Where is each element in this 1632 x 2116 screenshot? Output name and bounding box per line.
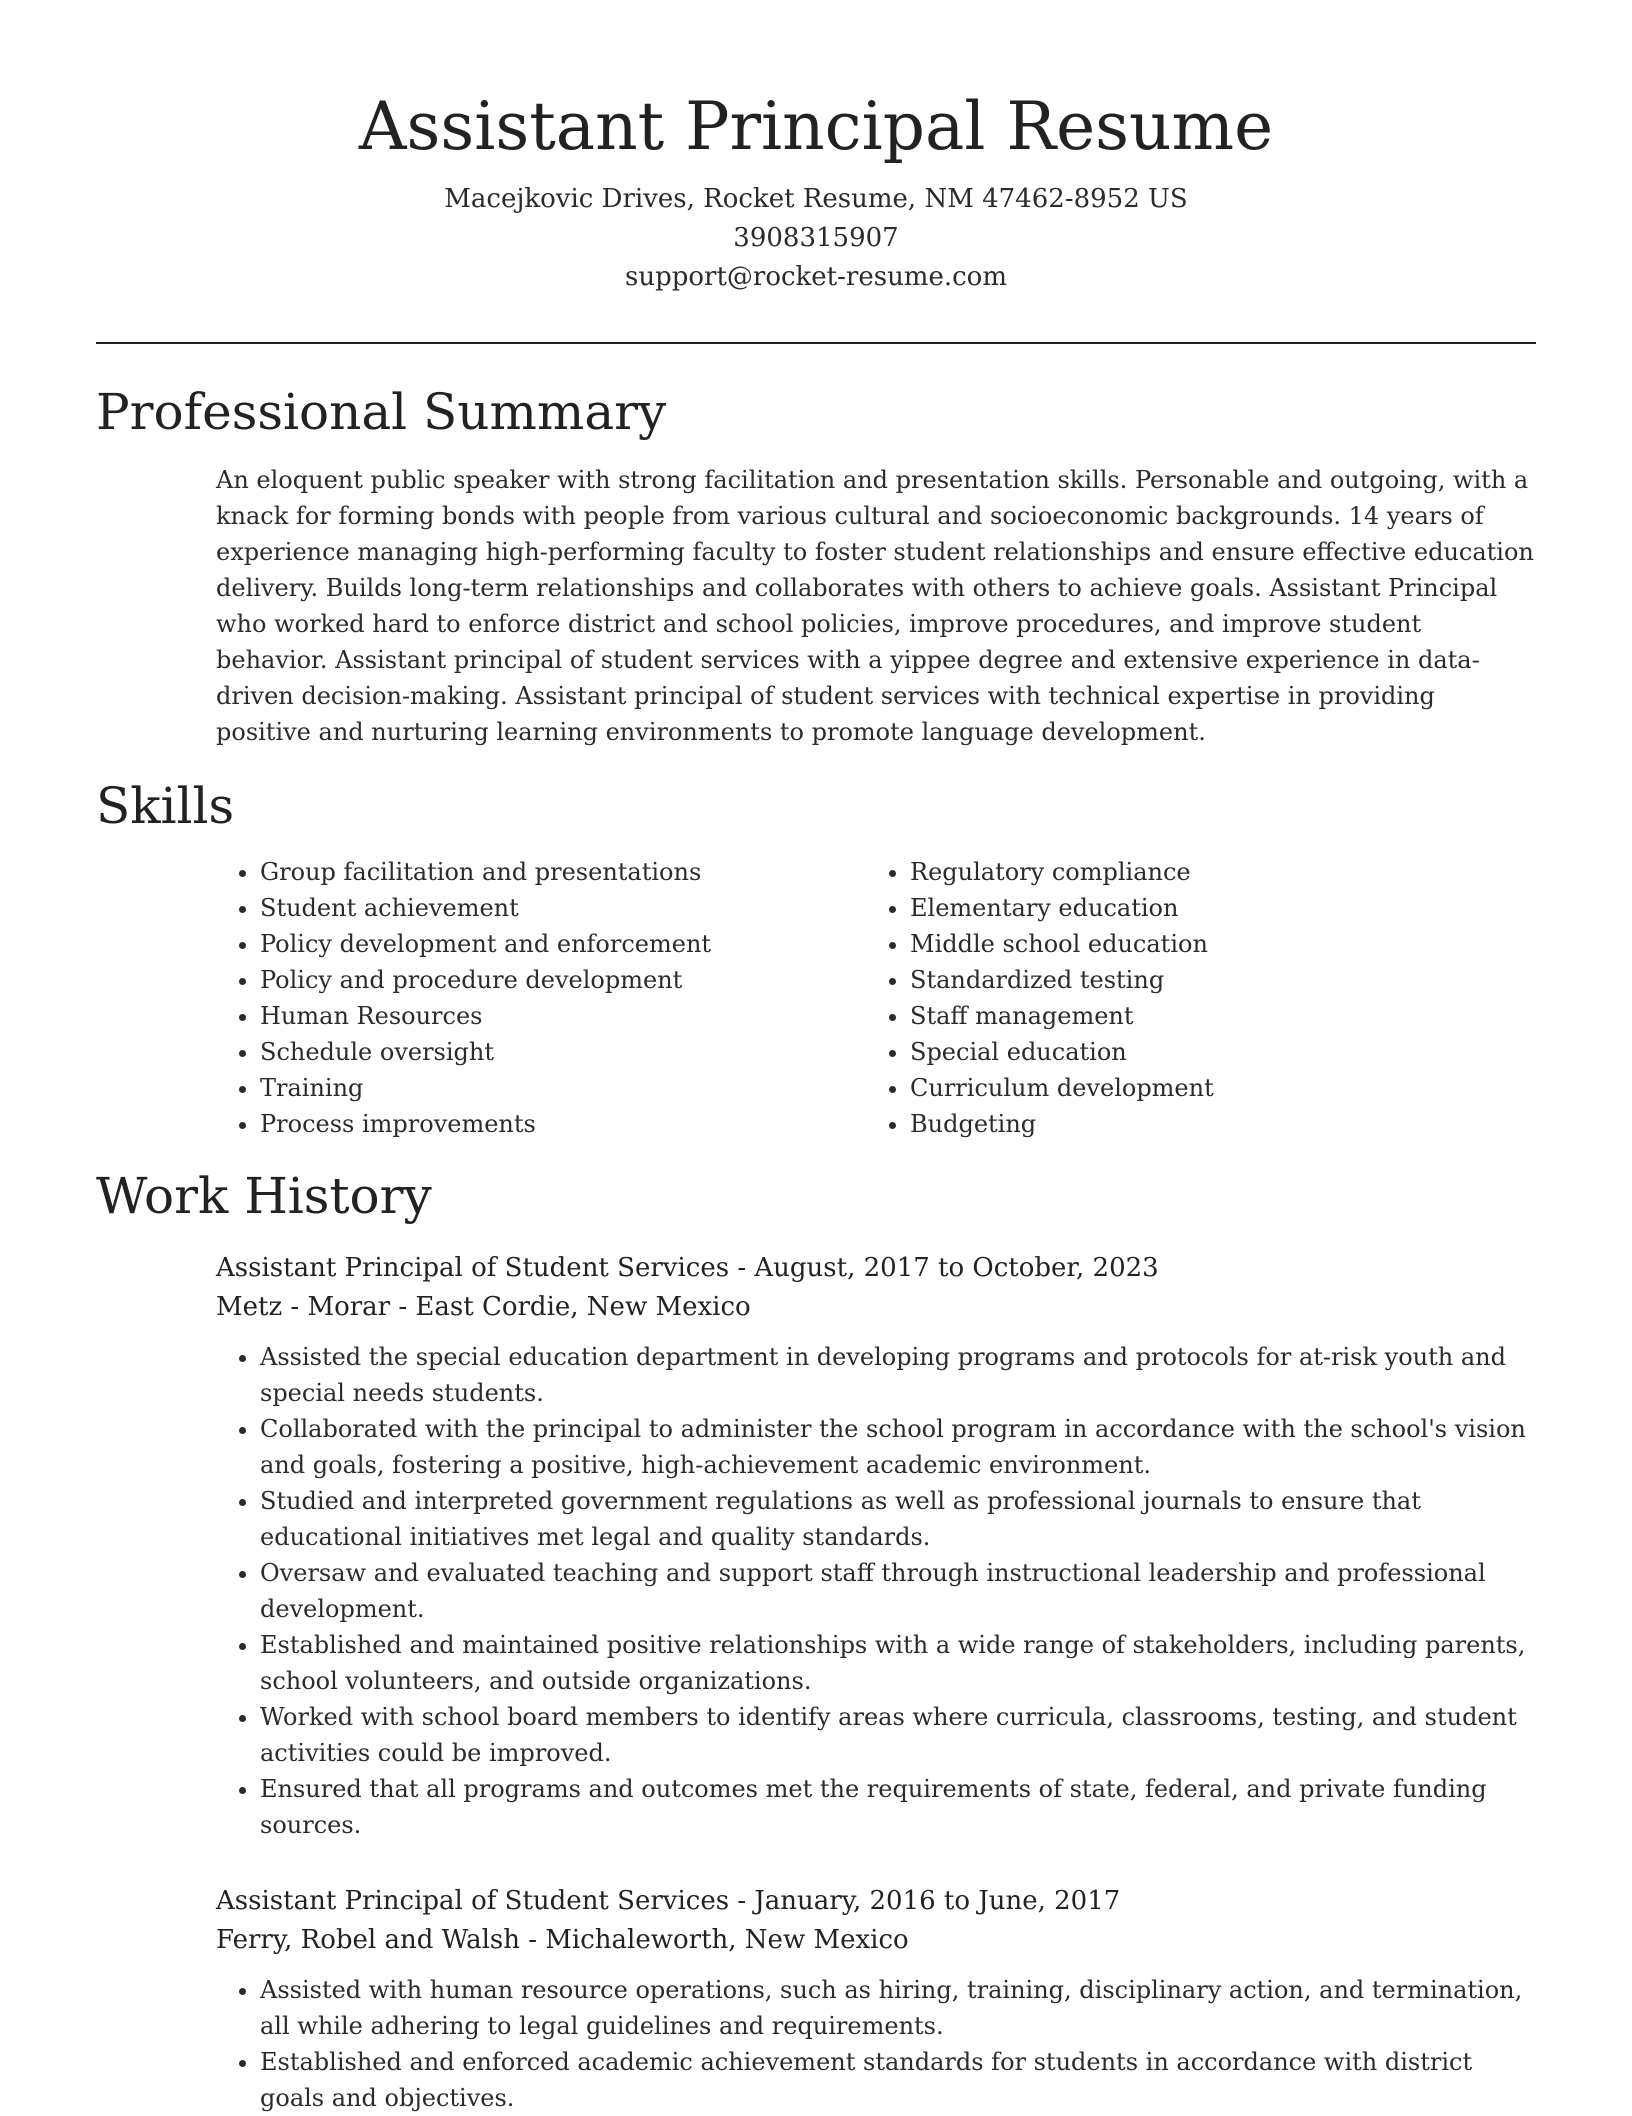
job-title: Assistant Principal of Student Services - August, 2017 to October, 2023 [216, 1253, 1159, 1283]
skill-item: • Schedule oversight [260, 1034, 866, 1070]
skill-item: • Special education [910, 1034, 1516, 1070]
skills-heading: Skills [96, 777, 235, 835]
job-bullet: • Oversaw and evaluated teaching and support staff through instructional leadership and professional development. [260, 1555, 1536, 1627]
skills-list-right [866, 854, 1516, 1142]
resume-title: Assistant Principal Resume [358, 88, 1274, 165]
skill-item: • Budgeting [910, 1106, 1516, 1142]
skill-item: • Policy and procedure development [260, 962, 866, 998]
skill-item: • Curriculum development [910, 1070, 1516, 1106]
job-bullet: • Assisted with human resource operations, such as hiring, training, disciplinary action, and termination, all while adhering to legal guidelines and requirements. [260, 1972, 1536, 2044]
skill-item: • Process improvements [260, 1106, 866, 1142]
resume-header [0, 84, 1632, 297]
header-divider [96, 342, 1536, 344]
job-bullet: • Collaborated with the principal to administer the school program in accordance with the school's vision and goals, fostering a positive, high-achievement academic environment. [260, 1411, 1536, 1483]
skill-item: • Human Resources [260, 998, 866, 1034]
summary-heading: Professional Summary [96, 383, 667, 441]
job-bullet: • Established and enforced academic achievement standards for students in accordance with district goals and objectives. [260, 2044, 1536, 2116]
job-company: Ferry, Robel and Walsh - Michaleworth, New Mexico [216, 1925, 909, 1955]
skills-columns [216, 854, 1536, 1142]
job-entry [216, 1882, 1536, 2116]
job-bullets [216, 1972, 1536, 2116]
skill-item: • Middle school education [910, 926, 1516, 962]
contact-email: support@rocket-resume.com [624, 262, 1007, 292]
job-bullet: • Assisted the special education department in developing programs and protocols for at-risk youth and special needs students. [260, 1339, 1536, 1411]
skill-item: • Elementary education [910, 890, 1516, 926]
skill-item: • Standardized testing [910, 962, 1516, 998]
skill-item: • Training [260, 1070, 866, 1106]
skill-item: • Group facilitation and presentations [260, 854, 866, 890]
summary-text: An eloquent public speaker with strong facilitation and presentation skills. Personable and outgoing, with a knack for forming bonds with people from various cultural and socioeconomic backgrounds. 14 years of experience managing high-performing faculty to foster student relationships and ensure effective education delivery. Builds long-term relationships and collaborates with others to achieve goals. Assistant Principal who worked hard to enforce district and school policies, improve procedures, and improve student behavior. Assistant principal of student services with a yippee degree and extensive experience in data-driven decision-making. Assistant principal of student services with technical expertise in providing positive and nurturing learning environments to promote language development. [216, 466, 1534, 746]
contact-block [0, 180, 1632, 297]
contact-address: Macejkovic Drives, Rocket Resume, NM 47462-8952 US [444, 184, 1188, 214]
job-bullet: • Established and maintained positive relationships with a wide range of stakeholders, including parents, school volunteers, and outside organizations. [260, 1627, 1536, 1699]
job-entry [216, 1249, 1536, 1843]
skill-item: • Staff management [910, 998, 1516, 1034]
skills-list-left [216, 854, 866, 1142]
job-bullet: • Studied and interpreted government regulations as well as professional journals to ensure that educational initiatives met legal and quality standards. [260, 1483, 1536, 1555]
job-title: Assistant Principal of Student Services - January, 2016 to June, 2017 [216, 1886, 1121, 1916]
work-history-heading: Work History [96, 1167, 432, 1225]
job-bullets [216, 1339, 1536, 1843]
job-bullet: • Ensured that all programs and outcomes met the requirements of state, federal, and private funding sources. [260, 1771, 1536, 1843]
job-company: Metz - Morar - East Cordie, New Mexico [216, 1292, 751, 1322]
job-bullet: • Worked with school board members to identify areas where curricula, classrooms, testing, and student activities could be improved. [260, 1699, 1536, 1771]
skill-item: • Student achievement [260, 890, 866, 926]
contact-phone: 3908315907 [733, 223, 899, 253]
skill-item: • Policy development and enforcement [260, 926, 866, 962]
skill-item: • Regulatory compliance [910, 854, 1516, 890]
